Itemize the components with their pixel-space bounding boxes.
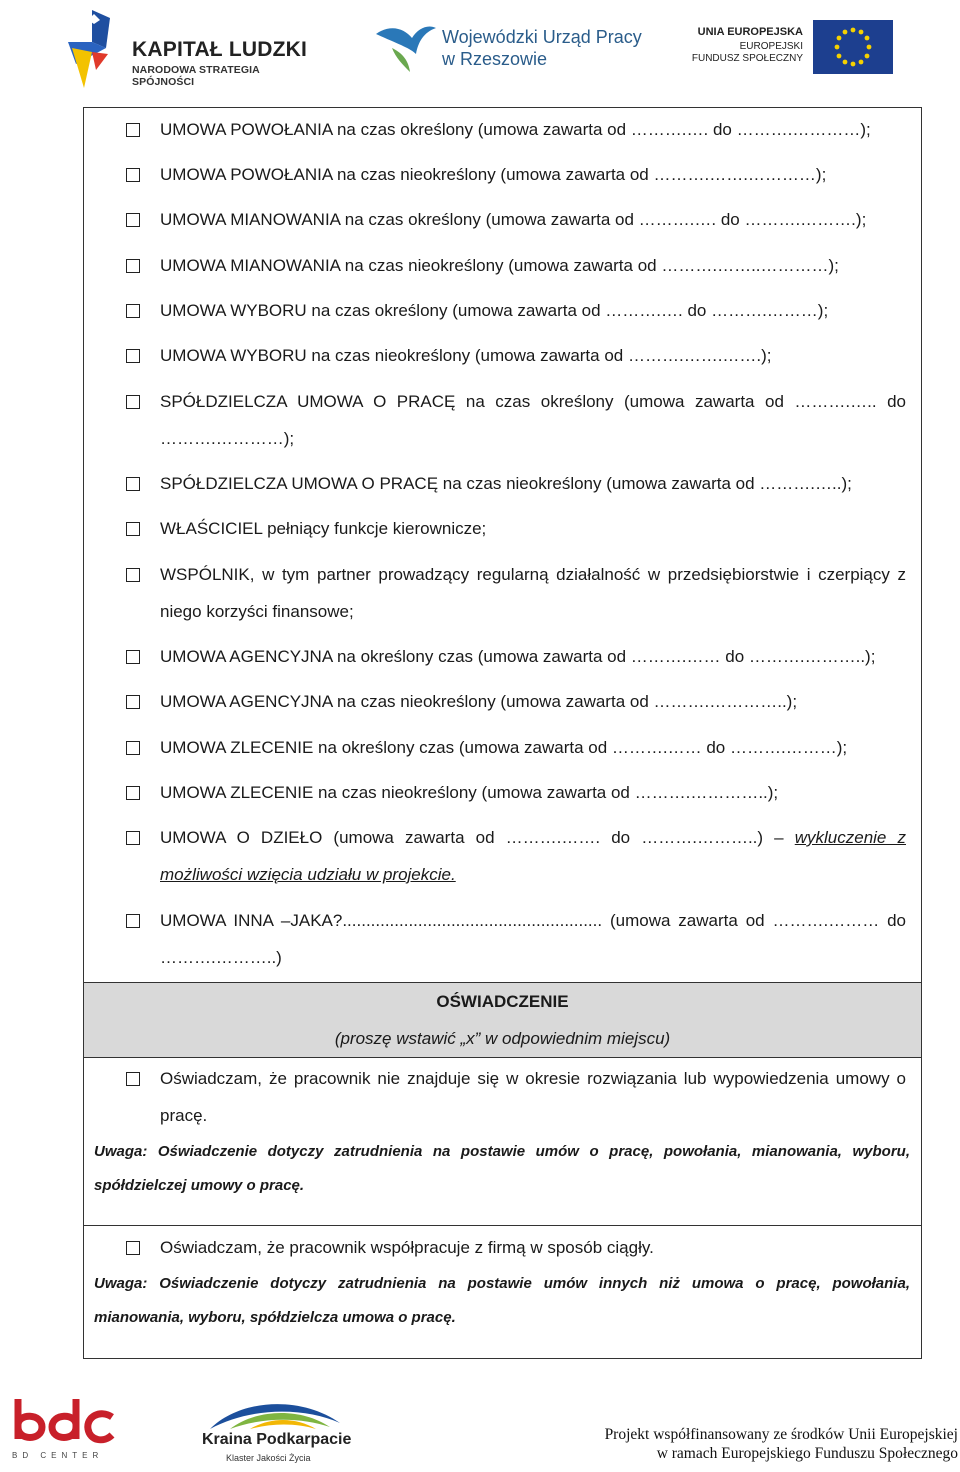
- statement-wspolpraca-ciagla[interactable]: Oświadczam, że pracownik współpracuje z firmą w sposób ciągły.: [126, 1229, 906, 1266]
- option-powolanie-nieokreslony[interactable]: UMOWA POWOŁANIA na czas nieokreślony (umowa zawarta od ……….…….…………);: [126, 156, 906, 193]
- employment-form-box: [83, 107, 922, 1359]
- option-agencyjna-okreslony[interactable]: UMOWA AGENCYJNA na określony czas (umowa zawarta od ……….…… do ……….………..);: [126, 638, 906, 675]
- checkbox[interactable]: [126, 123, 140, 137]
- kraina-arc-icon: [200, 1393, 350, 1433]
- kapital-ludzki-subtitle: NARODOWA STRATEGIA SPÓJNOŚCI: [132, 64, 260, 88]
- option-spoldzielcza-okreslony[interactable]: SPÓŁDZIELCZA UMOWA O PRACĘ na czas określony (umowa zawarta od ……….….. do ……….…………);: [126, 383, 906, 457]
- option-agencyjna-nieokreslony[interactable]: UMOWA AGENCYJNA na czas nieokreślony (umowa zawarta od ……….…………..);: [126, 683, 906, 720]
- dzielo-text: UMOWA O DZIEŁO (umowa zawarta od ……….……. do ……….………..) –: [160, 828, 784, 847]
- option-wspolnik[interactable]: WSPÓLNIK, w tym partner prowadzący regularną działalność w przedsiębiorstwie i czerpiący z niego korzyści finansowe;: [126, 556, 906, 630]
- note-inne-umowy: Uwaga: Oświadczenie dotyczy zatrudnienia na postawie umów innych niż umowa o pracę, powołania, mianowania, wyboru, spółdzielcza umowa o pracę.: [94, 1275, 910, 1326]
- note-umowa-o-prace: Uwaga: Oświadczenie dotyczy zatrudnienia na postawie umów o pracę, powołania, mianowania, wyboru, spółdzielczej umowy o pracę.: [94, 1143, 910, 1194]
- option-zlecenie-nieokreslony[interactable]: UMOWA ZLECENIE na czas nieokreślony (umowa zawarta od ……….…………..);: [126, 774, 906, 811]
- ue-line3: FUNDUSZ SPOŁECZNY: [691, 53, 803, 64]
- kraina-podkarpacie-logo: [200, 1393, 350, 1467]
- checkbox[interactable]: [126, 1241, 140, 1255]
- project-line2: w ramach Europejskiego Funduszu Społecznego: [656, 1445, 958, 1462]
- checkbox[interactable]: [126, 304, 140, 318]
- ue-line2: EUROPEJSKI: [739, 41, 803, 52]
- option-umowa-o-dzielo[interactable]: [126, 819, 906, 893]
- kapital-ludzki-logo: [62, 8, 322, 92]
- checkbox[interactable]: [126, 831, 140, 845]
- checkbox[interactable]: [126, 395, 140, 409]
- bdc-subtitle: BD CENTER: [12, 1451, 104, 1460]
- checkbox[interactable]: [126, 1072, 140, 1086]
- project-cofinancing-note: [605, 1425, 958, 1463]
- checkbox[interactable]: [126, 741, 140, 755]
- option-spoldzielcza-nieokreslony[interactable]: SPÓŁDZIELCZA UMOWA O PRACĘ na czas nieokreślony (umowa zawarta od ……….…..);: [126, 465, 906, 502]
- kapital-ludzki-emblem-icon: [62, 8, 122, 92]
- wup-rzeszow-logo: [372, 14, 652, 84]
- statement-subtitle: (proszę wstawić „x” w odpowiednim miejscu): [334, 1029, 671, 1048]
- dzielo-exclusion-note: wykluczenie z możliwości wzięcia udziału w projekcie.: [160, 828, 906, 884]
- option-zlecenie-okreslony[interactable]: UMOWA ZLECENIE na określony czas (umowa zawarta od ……….…… do ……….………);: [126, 729, 906, 766]
- statement-wypowiedzenie[interactable]: Oświadczam, że pracownik nie znajduje się w okresie rozwiązania lub wypowiedzenia umowy o pracę.: [126, 1060, 906, 1134]
- option-mianowanie-nieokreslony[interactable]: UMOWA MIANOWANIA na czas nieokreślony (umowa zawarta od ……….……..…………);: [126, 247, 906, 284]
- bdc-center-logo: [12, 1393, 122, 1463]
- option-mianowanie-okreslony[interactable]: UMOWA MIANOWANIA na czas określony (umowa zawarta od ……….…. do ……….……….);: [126, 201, 906, 238]
- statement-section-header: [84, 982, 921, 1058]
- eu-social-fund-logo: [693, 20, 893, 76]
- checkbox[interactable]: [126, 914, 140, 928]
- option-wybor-nieokreslony[interactable]: UMOWA WYBORU na czas nieokreślony (umowa zawarta od ……….…….…….);: [126, 337, 906, 374]
- checkbox[interactable]: [126, 650, 140, 664]
- kapital-ludzki-title: KAPITAŁ LUDZKI: [132, 38, 308, 61]
- wup-name-line2: w Rzeszowie: [442, 49, 548, 69]
- checkbox[interactable]: [126, 349, 140, 363]
- divider: [84, 1225, 921, 1226]
- ue-line1: UNIA EUROPEJSKA: [697, 26, 803, 38]
- option-wlasciciel[interactable]: WŁAŚCICIEL pełniący funkcje kierownicze;: [126, 510, 906, 547]
- checkbox[interactable]: [126, 213, 140, 227]
- bdc-logo-icon: [12, 1393, 122, 1451]
- page-header: [0, 0, 960, 100]
- option-umowa-inna[interactable]: UMOWA INNA –JAKA?....................................................... (umowa zawarta od ……….……… do ……….………..): [126, 902, 906, 976]
- checkbox[interactable]: [126, 568, 140, 582]
- checkbox[interactable]: [126, 168, 140, 182]
- checkbox[interactable]: [126, 259, 140, 273]
- option-powolanie-okreslony[interactable]: UMOWA POWOŁANIA na czas określony (umowa zawarta od ……….…. do ……….…………);: [126, 111, 906, 148]
- checkbox[interactable]: [126, 695, 140, 709]
- project-line1: Projekt współfinansowany ze środków Unii Europejskiej: [604, 1426, 958, 1443]
- statement-title: OŚWIADCZENIE: [436, 992, 569, 1011]
- wup-name-line1: Wojewódzki Urząd Pracy: [442, 27, 642, 47]
- page-footer: [0, 1385, 960, 1472]
- bird-icon: [372, 14, 438, 76]
- kraina-subtitle: Klaster Jakości Życia: [226, 1453, 311, 1463]
- checkbox[interactable]: [126, 522, 140, 536]
- checkbox[interactable]: [126, 477, 140, 491]
- checkbox[interactable]: [126, 786, 140, 800]
- option-wybor-okreslony[interactable]: UMOWA WYBORU na czas określony (umowa zawarta od ……….…. do ……….………);: [126, 292, 906, 329]
- kraina-title: Kraina Podkarpacie: [202, 1431, 352, 1448]
- eu-flag-icon: [813, 20, 893, 74]
